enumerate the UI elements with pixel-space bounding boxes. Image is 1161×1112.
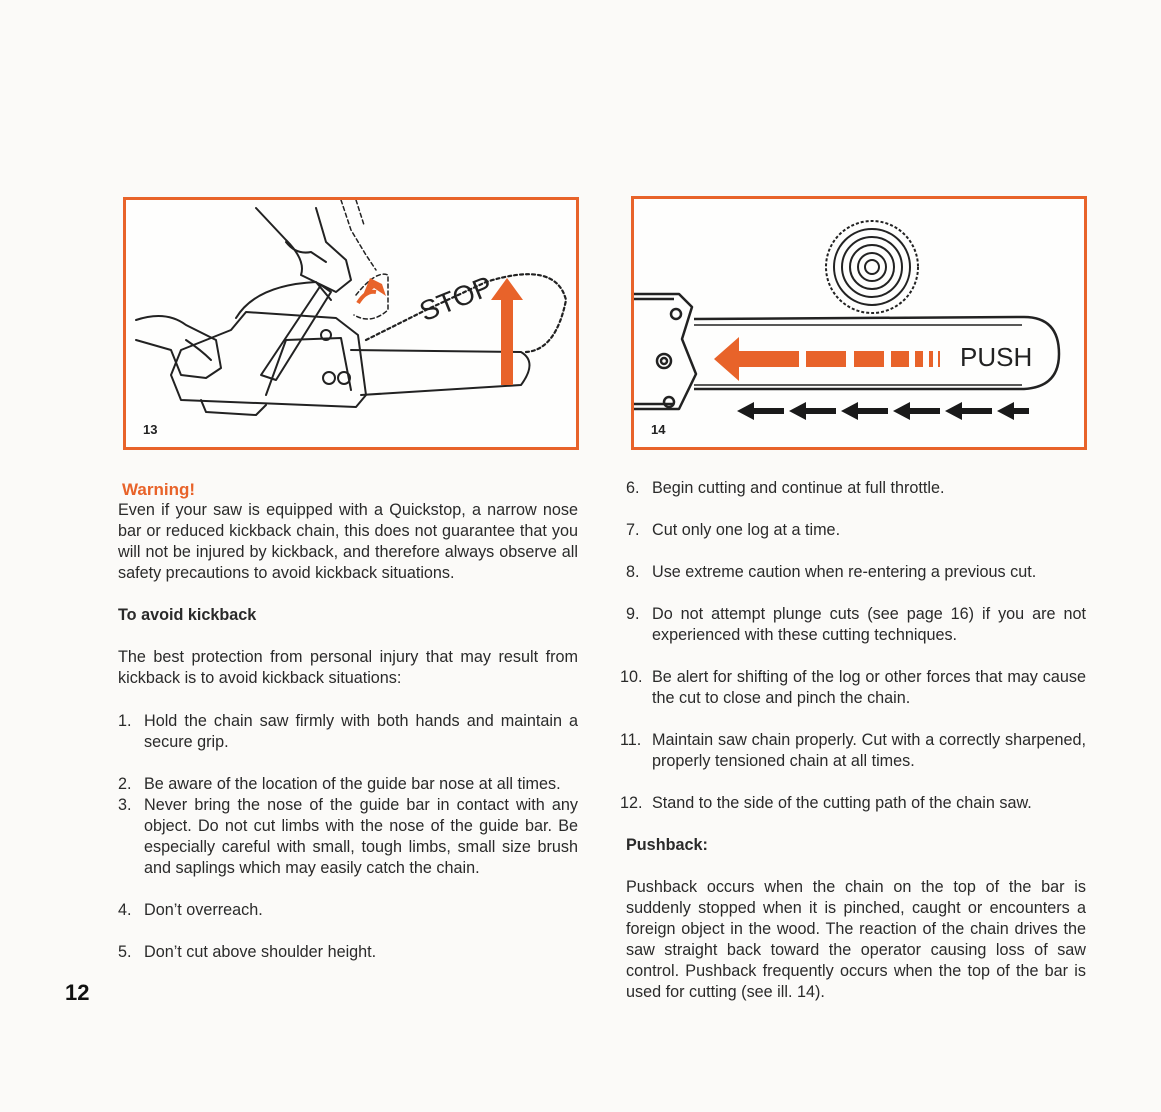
list-item-number: 5.	[118, 943, 132, 961]
list-item-text: Don’t overreach.	[144, 901, 263, 919]
list-item	[620, 604, 1086, 646]
figure-14-pushback-illustration	[631, 196, 1087, 450]
list-item-number: 6.	[626, 479, 640, 497]
list-item	[620, 730, 1086, 772]
list-item-number: 2.	[118, 775, 132, 793]
chain-direction-arrows	[737, 402, 1029, 420]
left-column	[118, 480, 578, 963]
list-item	[620, 520, 1086, 541]
list-item	[118, 795, 578, 879]
push-arrow-icon	[714, 337, 799, 381]
list-item-number: 8.	[626, 563, 640, 581]
pushback-heading: Pushback:	[626, 836, 708, 854]
figure-number: 13	[143, 422, 158, 437]
list-item-text: Do not attempt plunge cuts (see page 16) if you are not experienced with these cutting techniques.	[652, 605, 1086, 644]
figure-13-kickback-illustration	[123, 197, 579, 450]
list-item-text: Never bring the nose of the guide bar in contact with any object. Do not cut limbs with the nose of the guide bar. Be especially careful with small, tough limbs, small size brush and saplings which may easily catch the chain.	[144, 796, 578, 877]
avoid-kickback-heading: To avoid kickback	[118, 606, 257, 624]
page-number: 12	[65, 980, 90, 1005]
list-item-number: 10.	[620, 668, 643, 686]
list-item-text: Be aware of the location of the guide bar nose at all times.	[144, 775, 561, 793]
list-item-number: 12.	[620, 794, 643, 812]
figure-number: 14	[651, 422, 666, 437]
warning-title: Warning!	[122, 480, 196, 499]
list-item	[620, 793, 1086, 814]
list-item-text: Stand to the side of the cutting path of the chain saw.	[652, 794, 1032, 812]
list-item	[118, 942, 578, 963]
list-item	[118, 774, 578, 795]
list-item	[118, 711, 578, 753]
list-item	[118, 900, 578, 921]
pushback-body: Pushback occurs when the chain on the top of the bar is suddenly stopped when it is pinched, caught or encounters a foreign object in the wood. The reaction of the chain drives the saw straight back toward the operator causing loss of saw control. Pushback frequently occurs when the top of the bar is used for cutting (see ill. 14).	[626, 878, 1086, 1001]
list-item-text: Don’t cut above shoulder height.	[144, 943, 377, 961]
right-column	[620, 478, 1086, 1003]
list-item	[620, 478, 1086, 499]
kickback-arrow-icon	[491, 278, 523, 385]
list-item-number: 7.	[626, 521, 640, 539]
list-item-text: Be alert for shifting of the log or other forces that may cause the cut to close and pinch the chain.	[652, 668, 1086, 707]
list-item-text: Use extreme caution when re-entering a previous cut.	[652, 563, 1037, 581]
push-label: PUSH	[960, 342, 1033, 372]
chainsaw-kickback-drawing	[126, 200, 576, 447]
list-item-text: Hold the chain saw firmly with both hands and maintain a secure grip.	[144, 712, 578, 751]
list-item-number: 1.	[118, 712, 132, 730]
list-item-text: Maintain saw chain properly. Cut with a correctly sharpened, properly tensioned chain at all times.	[652, 731, 1086, 770]
pushback-drawing	[634, 199, 1084, 447]
list-item-number: 9.	[626, 605, 640, 623]
list-item	[620, 562, 1086, 583]
list-item-text: Begin cutting and continue at full throttle.	[652, 479, 945, 497]
list-item-number: 4.	[118, 901, 132, 919]
warning-body: Even if your saw is equipped with a Quickstop, a narrow nose bar or reduced kickback chain, this does not guarantee that you will not be injured by kickback, and therefore always observe all safety precautions to avoid kickback situations.	[118, 501, 578, 582]
stop-label: STOP	[415, 270, 498, 328]
avoid-kickback-intro: The best protection from personal injury that may result from kickback is to avoid kickback situations:	[118, 648, 578, 687]
list-item	[620, 667, 1086, 709]
list-item-text: Cut only one log at a time.	[652, 521, 841, 539]
list-item-number: 11.	[620, 731, 642, 749]
list-item-number: 3.	[118, 796, 132, 814]
